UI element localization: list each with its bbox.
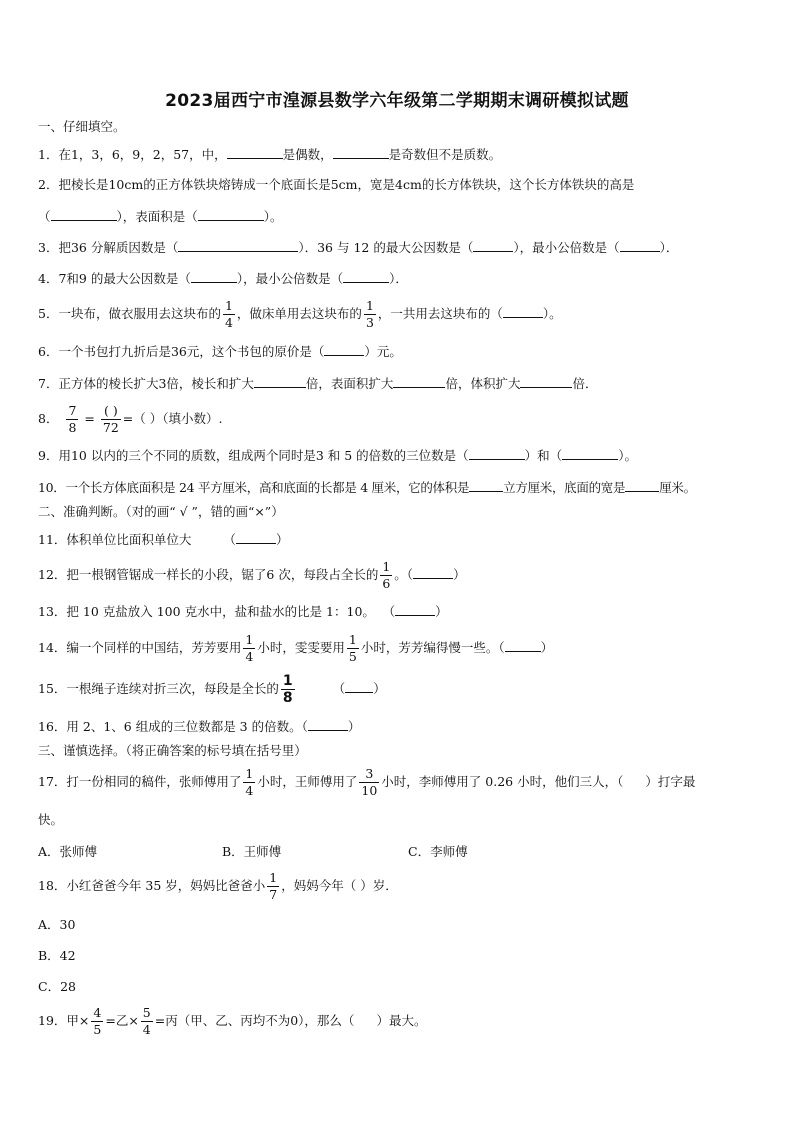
- q19-fraction-2: [141, 1005, 153, 1038]
- question-4: [38, 269, 408, 288]
- q8-text-a: 8．: [38, 411, 59, 426]
- q8-f2-denominator: 72: [102, 420, 119, 435]
- q17-text-a: 17．打一份相同的稿件，张师傅用了: [38, 774, 242, 789]
- question-12: [38, 557, 466, 593]
- q7-text-b: 倍，表面积扩大: [305, 376, 394, 391]
- q4-blank-2[interactable]: [343, 269, 389, 283]
- q5-f2-denominator: 3: [365, 315, 374, 330]
- q10-blank-1[interactable]: [469, 478, 503, 492]
- q8-text-b: =（ ）（填小数）.: [122, 411, 223, 426]
- q1-blank-1[interactable]: [227, 145, 283, 159]
- q18-fraction: [267, 870, 279, 903]
- q16-blank[interactable]: [308, 717, 348, 731]
- q15-blank[interactable]: [345, 679, 373, 693]
- q3-text-d: ）．: [659, 240, 679, 255]
- q9-text-a: 9．用10 以内的三个不同的质数，组成两个同时是3 和 5 的倍数的三位数是（: [38, 448, 469, 463]
- q3-blank-1[interactable]: [178, 238, 298, 252]
- question-9: [38, 446, 637, 465]
- q2-blank-1[interactable]: [51, 207, 117, 221]
- q14-text-d: ）: [540, 640, 554, 655]
- q10-text-c: 厘米。: [659, 480, 696, 495]
- q8-equals: =: [84, 411, 95, 426]
- q14-text-b: 小时，雯雯要用: [257, 640, 345, 655]
- q17-f2-denominator: 10: [361, 783, 378, 798]
- q7-text-c: 倍，体积扩大: [445, 376, 521, 391]
- q14-text-a: 14．编一个同样的中国结，芳芳要用: [38, 640, 242, 655]
- q14-fraction-2: [347, 632, 359, 665]
- q17-f1-numerator: 1: [245, 766, 254, 781]
- q14-text-c: 小时，芳芳编得慢一些。（: [360, 640, 505, 655]
- q2-text-c: ），表面积是（: [116, 209, 198, 224]
- q18-f-denominator: 7: [269, 887, 278, 902]
- q9-blank-1[interactable]: [469, 446, 525, 460]
- section-2-heading: 二、准确判断。（对的画“ √ ”，错的画“×”）: [38, 504, 284, 519]
- q14-f2-denominator: 5: [348, 649, 357, 664]
- q5-text-a: 5．一块布，做衣服用去这块布的: [38, 306, 221, 321]
- page-title: 2023届西宁市湟源县数学六年级第二学期期末调研模拟试题: [165, 91, 629, 111]
- q17-text-c: 小时，李师傅用了 0.26 小时，他们三人，（: [381, 774, 624, 789]
- q13-blank[interactable]: [395, 602, 435, 616]
- question-17-line-1: [38, 764, 695, 800]
- q12-text-a: 12．把一根钢管锯成一样长的小段，锯了6 次，每段占全长的: [38, 567, 379, 582]
- q8-fraction-2[interactable]: [101, 403, 121, 436]
- q5-f1-numerator: 1: [224, 298, 233, 313]
- q15-fraction: [281, 673, 295, 706]
- q19-f1-numerator: 4: [93, 1005, 102, 1020]
- q2-text-b: （: [38, 209, 51, 224]
- q19-text-d: ）最大。: [376, 1013, 427, 1028]
- question-2-line-1: 2．把棱长是10cm的正方体铁块熔铸成一个底面长是5cm，宽是4cm的长方体铁块，这个长方体铁块的高是: [38, 177, 635, 192]
- q18-f-numerator: 1: [269, 870, 278, 885]
- q5-f2-numerator: 1: [365, 298, 374, 313]
- q14-fraction-1: [243, 632, 255, 665]
- q13-text-b: （: [388, 604, 396, 619]
- q12-text-b: 。（: [394, 567, 414, 582]
- q11-text-a: 11．体积单位比面积单位大: [38, 532, 192, 547]
- q3-text-a: 3．把36 分解质因数是（: [38, 240, 179, 255]
- q8-f1-numerator: 7: [68, 403, 77, 418]
- q5-text-d: ）。: [542, 306, 562, 321]
- q7-blank-3[interactable]: [520, 374, 572, 388]
- q13-text-c: ）: [435, 604, 448, 619]
- q18-text-a: 18．小红爸爸今年 35 岁，妈妈比爸爸小: [38, 878, 266, 893]
- q5-fraction-1: [223, 298, 235, 331]
- q8-f1-denominator: 8: [68, 420, 77, 435]
- q7-blank-1[interactable]: [254, 374, 306, 388]
- question-2-line-2: [38, 207, 283, 226]
- q17-text-d: ）打字最: [645, 774, 696, 789]
- q15-f-denominator: 8: [282, 690, 293, 706]
- q2-text-d: ）。: [263, 209, 283, 224]
- q10-text-b: 立方厘米，底面的宽是: [503, 480, 626, 495]
- q10-text-a: 10．一个长方体底面积是 24 平方厘米，高和底面的长都是 4 厘米，它的体积是: [38, 480, 470, 495]
- q6-text-a: 6．一个书包打九折后是36元，这个书包的原价是（: [38, 344, 325, 359]
- q11-blank[interactable]: [236, 530, 276, 544]
- q19-text-c: =丙（甲、乙、丙均不为0），那么（: [154, 1013, 355, 1028]
- q3-blank-2[interactable]: [473, 238, 513, 252]
- question-10: [38, 478, 696, 497]
- q19-f1-denominator: 5: [93, 1022, 102, 1037]
- question-19: [38, 1002, 426, 1040]
- q17-fraction-1: [243, 766, 255, 799]
- q17-option-c[interactable]: C．李师傅: [408, 844, 468, 859]
- q8-f2-numerator: ( ): [103, 403, 118, 418]
- q7-text-d: 倍．: [572, 376, 598, 391]
- q3-text-b: ）．36 与 12 的最大公因数是（: [298, 240, 474, 255]
- question-3: [38, 238, 678, 257]
- q17-option-b[interactable]: B．王师傅: [222, 844, 282, 859]
- q14-f1-numerator: 1: [245, 632, 254, 647]
- q18-text-b: ，妈妈今年（ ）岁．: [281, 878, 398, 893]
- q8-fraction-1: [66, 403, 78, 436]
- q1-text-c: 是奇数但不是质数。: [388, 147, 502, 162]
- q15-text-c: ）: [373, 681, 386, 696]
- q16-text-a: 16．用 2、1、6 组成的三位数都是 3 的倍数。（: [38, 719, 308, 734]
- q5-f1-denominator: 4: [224, 315, 233, 330]
- q16-text-b: ）: [347, 719, 361, 734]
- question-13: [38, 602, 448, 621]
- q17-fraction-2: [359, 766, 379, 799]
- q3-blank-3[interactable]: [620, 238, 660, 252]
- q14-f2-numerator: 1: [348, 632, 357, 647]
- q4-blank-1[interactable]: [191, 269, 237, 283]
- q4-text-c: ）．: [389, 271, 408, 286]
- q17-f2-numerator: 3: [365, 766, 374, 781]
- q19-f2-denominator: 4: [142, 1022, 151, 1037]
- q4-text-b: ），最小公倍数是（: [236, 271, 344, 286]
- question-14: [38, 630, 553, 666]
- q14-blank[interactable]: [505, 638, 541, 652]
- question-15: [38, 671, 386, 707]
- q13-text-a: 13．把 10 克盐放入 100 克水中，盐和盐水的比是 1：10。: [38, 604, 375, 619]
- q6-blank[interactable]: [324, 342, 364, 356]
- q1-text-b: 是偶数，: [282, 147, 333, 162]
- q17-option-a[interactable]: A．张师傅: [38, 844, 98, 859]
- q17-f1-denominator: 4: [245, 783, 254, 798]
- q11-text-c: ）: [275, 532, 289, 547]
- section-1-heading: 一、仔细填空。: [38, 119, 126, 134]
- q19-fraction-1: [91, 1005, 103, 1038]
- q12-f-numerator: 1: [382, 559, 391, 574]
- question-7: [38, 374, 597, 393]
- q5-text-b: ，做床单用去这块布的: [236, 306, 362, 321]
- q12-blank[interactable]: [413, 565, 453, 579]
- q9-text-c: ）。: [618, 448, 637, 463]
- question-6: [38, 342, 402, 361]
- q5-blank[interactable]: [503, 304, 543, 318]
- question-11: [38, 530, 288, 549]
- section-3-heading: 三、谨慎选择。（将正确答案的标号填在括号里）: [38, 743, 307, 758]
- q5-text-c: ，一共用去这块布的（: [377, 306, 503, 321]
- q15-text-a: 15．一根绳子连续对折三次，每段是全长的: [38, 681, 279, 696]
- q17-text-b: 小时，王师傅用了: [257, 774, 358, 789]
- q12-text-c: ）: [453, 567, 466, 582]
- q4-text-a: 4．7和9 的最大公因数是（: [38, 271, 191, 286]
- question-16: [38, 717, 360, 736]
- q9-text-b: ）和（: [524, 448, 563, 463]
- q1-blank-2[interactable]: [333, 145, 389, 159]
- q5-fraction-2: [364, 298, 376, 331]
- q1-text-a: 1．在1，3，6，9，2，57，中，: [38, 147, 227, 162]
- q14-f1-denominator: 4: [245, 649, 254, 664]
- q7-blank-2[interactable]: [393, 374, 445, 388]
- q15-f-numerator: 1: [282, 673, 293, 689]
- q9-blank-2[interactable]: [562, 446, 618, 460]
- q18-option-b[interactable]: B．42: [38, 948, 76, 963]
- q2-blank-2[interactable]: [198, 207, 264, 221]
- q7-text-a: 7．正方体的棱长扩大3倍，棱长和扩大: [38, 376, 254, 391]
- q12-fraction: [380, 559, 392, 592]
- question-8: [38, 401, 222, 437]
- q18-option-c[interactable]: C．28: [38, 979, 76, 994]
- q15-text-b: （: [332, 681, 346, 696]
- q6-text-b: ）元。: [364, 344, 402, 359]
- q3-text-c: ），最小公倍数是（: [513, 240, 620, 255]
- question-18: [38, 868, 398, 904]
- q19-text-b: =乙×: [105, 1013, 139, 1028]
- q10-blank-2[interactable]: [625, 478, 659, 492]
- question-17-line-2: 快。: [38, 812, 64, 827]
- q11-text-b: （: [223, 532, 236, 547]
- q19-text-a: 19．甲×: [38, 1013, 90, 1028]
- question-5: [38, 297, 562, 331]
- q19-f2-numerator: 5: [142, 1005, 151, 1020]
- q18-option-a[interactable]: A．30: [38, 917, 76, 932]
- q12-f-denominator: 6: [382, 576, 391, 591]
- question-1: [38, 145, 501, 164]
